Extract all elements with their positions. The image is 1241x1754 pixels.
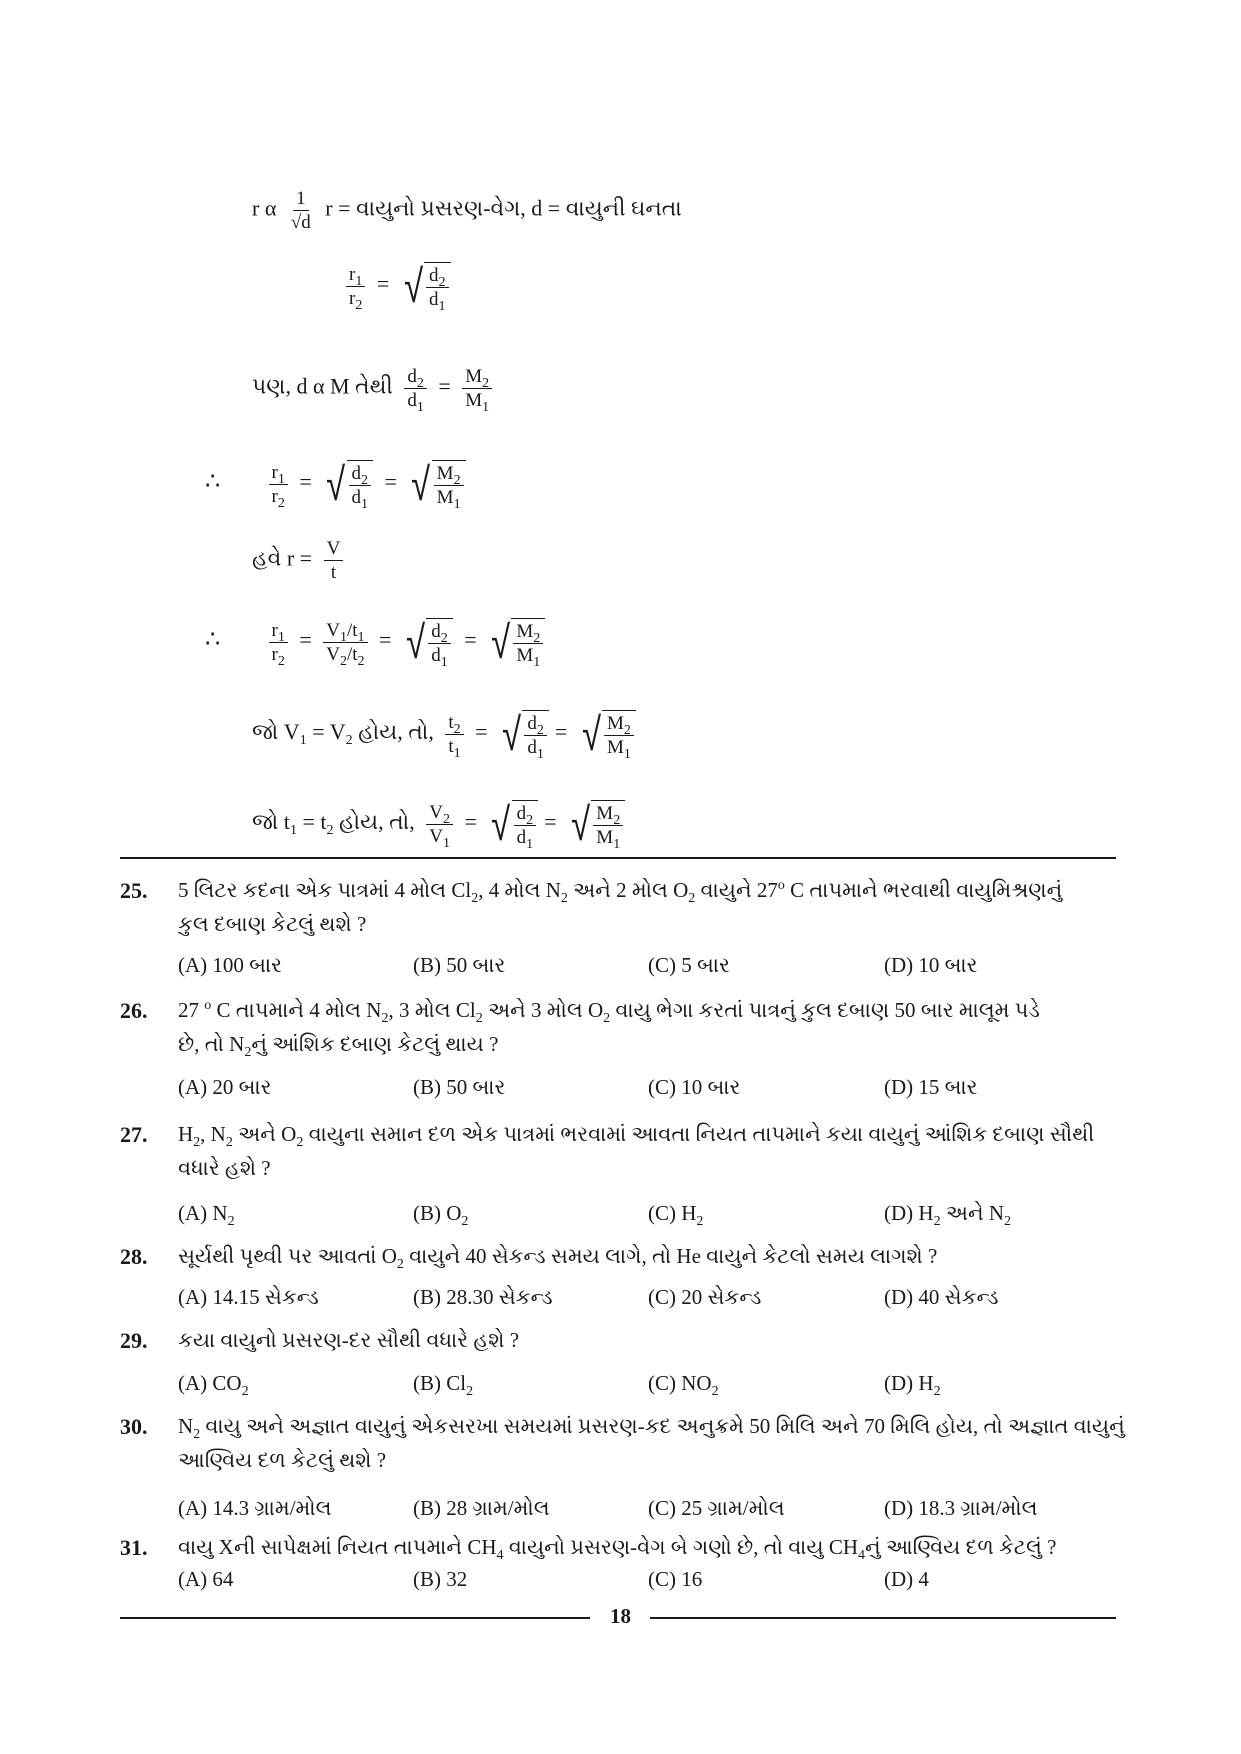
option-c[interactable]: (C) 25 ગ્રામ/મોલ — [648, 1496, 785, 1520]
option-a[interactable]: (A) 14.3 ગ્રામ/મોલ — [178, 1496, 332, 1520]
question-text-26: 27 $^o$ C તાપમાને 4 મોલ $N_2$, 3 મોલ $Cl_2$ અને 3 મોલ $O_2$ વાયુ ભેગા કરતાં પાત્રનું કુલ દબાણ 50 બાર માલૂમ પડે છે, તો $N_2નું$ આંશિક દબાણ કેટલું થાય ? — [178, 998, 1040, 1060]
option-b[interactable]: (B) 28.30 સેકન્ડ — [413, 1285, 553, 1309]
options-28 — [178, 1282, 1128, 1312]
derivation-line-5: હવે r = $\frac{V}{t}$ — [252, 538, 349, 583]
option-d[interactable]: (D) $H_2$ અને $N_2$ — [884, 1201, 1012, 1229]
question-number-28: 28. — [120, 1244, 148, 1269]
question-number-25: 25. — [120, 878, 148, 903]
option-d[interactable]: (D) 15 બાર — [884, 1075, 978, 1099]
option-d[interactable]: (D) $H_2$ — [884, 1371, 941, 1399]
option-b[interactable]: (B) 28 ગ્રામ/મોલ — [413, 1496, 550, 1520]
option-d[interactable]: (D) 10 બાર — [884, 953, 978, 977]
option-b[interactable]: (B) 32 — [413, 1567, 468, 1591]
section-divider — [120, 857, 1116, 859]
option-c[interactable]: (C) $NO_2$ — [648, 1371, 719, 1399]
options-26 — [178, 1072, 1128, 1102]
options-31 — [178, 1564, 1128, 1594]
derivation-line-1: r α $\frac{1}{√d}$ r = વાયુનો પ્રસરણ-વેગ, d = વાયુની ઘનતા — [252, 188, 682, 233]
question-number-26: 26. — [120, 998, 148, 1023]
therefore-symbol: ∴ — [205, 469, 221, 496]
question-number-27: 27. — [120, 1122, 148, 1147]
option-c[interactable]: (C) 10 બાર — [648, 1075, 741, 1099]
option-d[interactable]: (D) 18.3 ગ્રામ/મોલ — [884, 1496, 1038, 1520]
question-text-30: $N_2$ વાયુ અને અજ્ઞાત વાયુનું એકસરખા સમયમાં પ્રસરણ-કદ અનુક્રમે 50 મિલિ અને 70 મિલિ હોય, તો અજ્ઞાત વાયુનું આણ્વિય દળ કેટલું થશે ? — [178, 1414, 1125, 1472]
question-text-31: વાયુ Xની સાપેક્ષમાં નિયત તાપમાને $CH_4$ વાયુનો પ્રસરણ-વેગ બે ગણો છે, તો વાયુ $CH_4નું$ આણ્વિય દળ કેટલું ? — [178, 1535, 1057, 1563]
question-number-30: 30. — [120, 1414, 148, 1439]
derivation-line-4: ∴ $\frac{r_1}{r_2}$ = √ $\frac{d_2}{d_1}$ = √ $\frac{M_2}{M_1}$ — [205, 460, 472, 508]
option-b[interactable]: (B) 50 બાર — [413, 1075, 506, 1099]
sqrt-d2-over-d1: √ $\frac{d_2}{d_1}$ — [401, 262, 451, 310]
question-text-25: 5 લિટર કદના એક પાત્રમાં 4 મોલ $Cl_2$, 4 મોલ $N_2$ અને 2 મોલ $O_2$ વાયુને 27$^o$ C તાપમાને ભરવાથી વાયુમિશ્રણનું કુલ દબાણ કેટલું થશે ? — [178, 878, 1063, 936]
footer-rule-right — [650, 1617, 1116, 1619]
question-number-29: 29. — [120, 1328, 148, 1353]
question-number-31: 31. — [120, 1535, 148, 1560]
option-a[interactable]: (A) 100 બાર — [178, 953, 283, 977]
line5-prefix: હવે r = — [252, 545, 313, 571]
option-b[interactable]: (B) $O_2$ — [413, 1201, 469, 1229]
question-text-27: $H_2$, $N_2$ અને $O_2$ વાયુના સમાન દળ એક પાત્રમાં ભરવામાં આવતા નિયત તાપમાને કયા વાયુનું આંશિક દબાણ સૌથી વધારે હશે ? — [178, 1122, 1095, 1180]
fraction-one-over-root-d: $\frac{1}{√d}$ — [290, 188, 311, 233]
footer-rule-left — [120, 1617, 590, 1619]
options-30 — [178, 1493, 1128, 1523]
option-a[interactable]: (A) $N_2$ — [178, 1201, 235, 1229]
question-text-28: સૂર્યથી પૃથ્વી પર આવતાં $O_2$ વાયુને 40 સેકન્ડ સમય લાગે, તો He વાયુને કેટલો સમય લાગશે ? — [178, 1244, 938, 1272]
derivation-line-7: જો $V_1 = V_2$ હોય, તો, $\frac{t_2}{t_1}$ = √ $\frac{d_2}{d_1}$ = √ $\frac{M_2}{M_1}$ — [252, 710, 642, 758]
options-25 — [178, 950, 1128, 980]
question-text-29: કયા વાયુનો પ્રસરણ-દર સૌથી વધારે હશે ? — [178, 1328, 520, 1352]
option-a[interactable]: (A) 64 — [178, 1567, 234, 1591]
option-b[interactable]: (B) 50 બાર — [413, 953, 506, 977]
option-a[interactable]: (A) 20 બાર — [178, 1075, 272, 1099]
option-a[interactable]: (A) $CO_2$ — [178, 1371, 249, 1399]
option-d[interactable]: (D) 40 સેકન્ડ — [884, 1285, 999, 1309]
line3-prefix: પણ, d α M તેથી — [252, 373, 393, 399]
option-c[interactable]: (C) 16 — [648, 1567, 703, 1591]
option-c[interactable]: (C) 5 બાર — [648, 953, 730, 977]
derivation-line-2: $\frac{r_1}{r_2}$ = √ $\frac{d_2}{d_1}$ — [340, 262, 457, 310]
options-29 — [178, 1368, 1128, 1398]
option-d[interactable]: (D) 4 — [884, 1567, 929, 1591]
option-a[interactable]: (A) 14.15 સેકન્ડ — [178, 1285, 319, 1309]
derivation-line-8: જો $t_1 = t_2$ હોય, તો, $\frac{V_2}{V_1}$ = √ $\frac{d_2}{d_1}$ = √ $\frac{M_2}{M_1}$ — [252, 800, 631, 848]
derivation-line-6: ∴ $\frac{r_1}{r_2}$ = $\frac{V_1/t_1}{V_2/t_2}$ = √ $\frac{d_2}{d_1}$ = √ $\frac{M_2}{M_1}$ — [205, 618, 551, 666]
page-number: 18 — [610, 1604, 631, 1628]
derivation-line-3: પણ, d α M તેથી $\frac{d_2}{d_1}$ = $\frac{M_2}{M_1}$ — [252, 366, 498, 411]
options-27 — [178, 1198, 1128, 1228]
option-c[interactable]: (C) $H_2$ — [648, 1201, 704, 1229]
option-b[interactable]: (B) $Cl_2$ — [413, 1371, 474, 1399]
option-c[interactable]: (C) 20 સેકન્ડ — [648, 1285, 762, 1309]
definition-text: r = વાયુનો પ્રસરણ-વેગ, d = વાયુની ઘનતા — [325, 195, 682, 221]
